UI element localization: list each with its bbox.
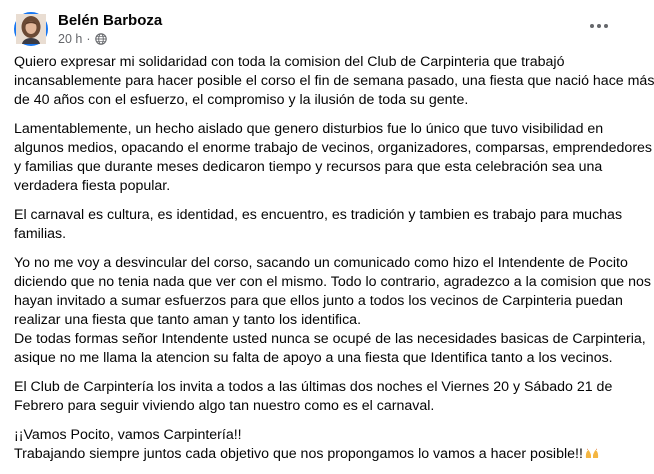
paragraph-1 (14, 53, 654, 110)
post-meta (58, 32, 107, 46)
paragraph-5 (14, 378, 618, 416)
globe-icon (95, 33, 107, 45)
text-line: realizar una fiesta que tanto aman y tanto los identifica. (14, 312, 362, 328)
text-line: familias. (14, 226, 67, 242)
text-line: de 40 años con el esfuerzo, el compromiso y la ilusión de toda su gente. (14, 92, 469, 108)
text-line: Quiero expresar mi solidaridad con toda la comision del Club de Carpinteria que trabajó (14, 54, 565, 70)
post-header (14, 10, 614, 50)
post-body (14, 53, 654, 474)
author-name[interactable]: Belén Barboza (58, 12, 163, 29)
paragraph-4 (14, 254, 651, 368)
avatar[interactable] (14, 12, 48, 46)
raised-hands-icon (585, 448, 599, 459)
more-options-icon[interactable] (586, 16, 612, 36)
text-line: incansablemente para hacer posible el corso el fin de semana pasado, una fiesta que nació hace más (14, 73, 654, 89)
text-line: y familias que durante meses dedicaron tiempo y recursos para que esta celebración sea una (14, 159, 603, 175)
text-line: hayan invitado a sumar esfuerzos para que ellos junto a todos los vecinos de Carpinteria puedan (14, 293, 623, 309)
paragraph-3 (14, 206, 623, 244)
text-line: De todas formas señor Intendente usted nunca se ocupé de las necesidades basicas de Carpinteria, (14, 331, 646, 347)
paragraph-6 (14, 426, 618, 464)
avatar-photo (16, 14, 46, 44)
text-line: Lamentablemente, un hecho aislado que genero disturbios fue lo único que tuvo visibilidad en (14, 121, 604, 137)
more-dot (590, 24, 594, 28)
text-line: Trabajando siempre juntos cada objetivo que nos propongamos lo vamos a hacer posible!! (14, 446, 583, 462)
paragraph-2 (14, 120, 653, 196)
text-line: asique no me llama la atencion su falta de apoyo a una fiesta que Identifica tanto a los vecinos. (14, 350, 613, 366)
more-dot (604, 24, 608, 28)
text-line-with-emoji (14, 445, 618, 464)
text-line: Febrero para seguir viviendo algo tan nuestro como es el carnaval. (14, 398, 435, 414)
text-line: ¡¡Vamos Pocito, vamos Carpintería!! (14, 427, 242, 443)
more-dot (597, 24, 601, 28)
text-line: El carnaval es cultura, es identidad, es encuentro, es tradición y tambien es trabajo para muchas (14, 207, 623, 223)
text-line: diciendo que no tenia nada que ver con el mismo. Todo lo contrario, agradezco a la comision que nos (14, 274, 651, 290)
post-time[interactable]: 20 h (58, 32, 83, 46)
text-line: algunos medios, opacando el enorme trabajo de vecinos, organizadores, comparsas, emprendedores (14, 140, 653, 156)
text-line: Yo no me voy a desvincular del corso, sacando un comunicado como hizo el Intendente de Pocito (14, 255, 628, 271)
text-line: El Club de Carpintería los invita a todos a las últimas dos noches el Viernes 20 y Sábado 21 de (14, 379, 613, 395)
meta-separator: · (86, 32, 91, 46)
text-line: verdadera fiesta popular. (14, 178, 171, 194)
